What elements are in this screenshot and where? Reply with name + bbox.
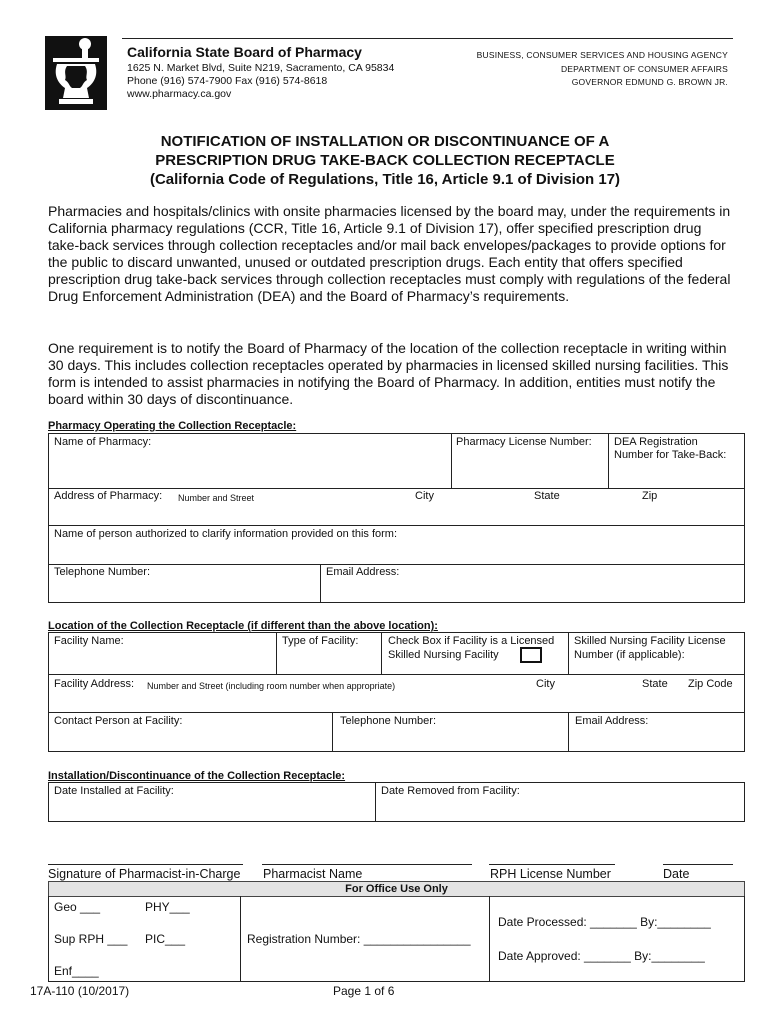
- type-of-facility-field[interactable]: Type of Facility:: [282, 635, 359, 647]
- pharmacy-address-field[interactable]: Address of Pharmacy:: [54, 490, 163, 502]
- number-street-room-hint: Number and Street (including room number when appropriate): [147, 681, 396, 691]
- divider: [48, 488, 745, 489]
- intro-paragraph-1: Pharmacies and hospitals/clinics with onsite pharmacies licensed by the board may, under the requirements in California pharmacy regulations (CCR, Title 16, Article 9.1 of Division 17), offer specified prescription drug take-back services through collection receptacles and/or mail back envelopes/packages to provide options for the public to discard unwanted, unused or outdated prescription drugs. Each entity that offers specified prescription drug take-back services through collection receptacles must comply with regulations of the federal Drug Enforcement Administration (DEA) and the Board of Pharmacy’s requirements.: [48, 203, 731, 304]
- board-phone-fax: Phone (916) 574-7900 Fax (916) 574-8618: [127, 75, 328, 87]
- dea-registration-label: DEA Registration: [614, 436, 698, 448]
- phy-field[interactable]: PHY___: [145, 900, 190, 914]
- date-removed-field[interactable]: Date Removed from Facility:: [381, 785, 520, 797]
- zip-label: Zip: [642, 490, 658, 502]
- divider: [332, 712, 333, 752]
- facility-name-field[interactable]: Facility Name:: [54, 635, 124, 647]
- form-number: 17A-110 (10/2017): [30, 984, 130, 998]
- date-line[interactable]: [663, 864, 733, 865]
- divider: [320, 564, 321, 603]
- office-use-header: For Office Use Only: [48, 881, 745, 897]
- form-title-line1: NOTIFICATION OF INSTALLATION OR DISCONTINUANCE OF A: [160, 133, 610, 150]
- rph-license-label: RPH License Number: [490, 867, 611, 881]
- name-of-pharmacy-field[interactable]: Name of Pharmacy:: [54, 436, 152, 448]
- authorized-person-field[interactable]: Name of person authorized to clarify information provided on this form:: [54, 528, 397, 540]
- page-number: Page 1 of 6: [333, 984, 395, 998]
- divider: [276, 632, 277, 674]
- facility-state-label: State: [642, 678, 668, 690]
- section-installation-heading: Installation/Discontinuance of the Collection Receptacle:: [48, 770, 346, 782]
- snf-checkbox[interactable]: [520, 647, 542, 663]
- city-label: City: [415, 490, 434, 502]
- divider: [608, 433, 609, 489]
- email-field[interactable]: Email Address:: [326, 566, 400, 578]
- department-name: DEPARTMENT OF CONSUMER AFFAIRS: [560, 64, 728, 74]
- pic-signature-label: Signature of Pharmacist-in-Charge: [48, 867, 241, 881]
- date-installed-field[interactable]: Date Installed at Facility:: [54, 785, 174, 797]
- form-title-line3: (California Code of Regulations, Title 16, Article 9.1 of Division 17): [149, 171, 621, 188]
- agency-name: BUSINESS, CONSUMER SERVICES AND HOUSING AGENCY: [476, 50, 728, 60]
- divider: [489, 896, 490, 982]
- number-street-hint: Number and Street: [178, 493, 255, 503]
- divider: [568, 632, 569, 674]
- date-processed-field[interactable]: Date Processed: _______ By:________: [498, 915, 711, 929]
- facility-email-field[interactable]: Email Address:: [575, 715, 649, 727]
- facility-address-field[interactable]: Facility Address:: [54, 678, 135, 690]
- contact-person-field[interactable]: Contact Person at Facility:: [54, 715, 183, 727]
- board-address: 1625 N. Market Blvd, Suite N219, Sacramento, CA 95834: [127, 62, 395, 74]
- geo-field[interactable]: Geo ___: [54, 900, 101, 914]
- state-label: State: [534, 490, 560, 502]
- snf-checkbox-label-2: Skilled Nursing Facility: [388, 649, 499, 661]
- pic-field[interactable]: PIC___: [145, 932, 186, 946]
- divider: [48, 564, 745, 565]
- date-label: Date: [663, 867, 690, 881]
- section-location-heading: Location of the Collection Receptacle (if different than the above location):: [48, 620, 438, 632]
- divider: [48, 712, 745, 713]
- divider: [381, 632, 382, 674]
- date-approved-field[interactable]: Date Approved: _______ By:________: [498, 949, 705, 963]
- governor-name: GOVERNOR EDMUND G. BROWN JR.: [571, 77, 728, 87]
- board-website[interactable]: www.pharmacy.ca.gov: [127, 88, 232, 100]
- pharmacy-license-field[interactable]: Pharmacy License Number:: [456, 436, 592, 448]
- board-name: California State Board of Pharmacy: [127, 44, 362, 60]
- divider: [375, 782, 376, 822]
- facility-city-label: City: [536, 678, 555, 690]
- enf-field[interactable]: Enf____: [54, 964, 99, 978]
- pic-signature-line[interactable]: [48, 864, 243, 865]
- facility-zip-label: Zip Code: [688, 678, 733, 690]
- pharmacist-name-label: Pharmacist Name: [263, 867, 363, 881]
- registration-number-field[interactable]: Registration Number: ________________: [247, 932, 471, 946]
- pharmacy-board-logo: [45, 36, 107, 110]
- header-rule: [122, 38, 733, 39]
- pharmacist-name-line[interactable]: [262, 864, 472, 865]
- sup-rph-field[interactable]: Sup RPH ___: [54, 932, 128, 946]
- dea-take-back-field[interactable]: Number for Take-Back:: [614, 449, 727, 461]
- section-pharmacy-heading: Pharmacy Operating the Collection Receptacle:: [48, 420, 297, 432]
- divider: [568, 712, 569, 752]
- snf-license-field[interactable]: Number (if applicable):: [574, 649, 685, 661]
- divider: [240, 896, 241, 982]
- intro-paragraph-2: One requirement is to notify the Board of Pharmacy of the location of the collection receptacle in writing within 30 days. This includes collection receptacles operated by pharmacies in licensed skilled nursing facilities. This form is intended to assist pharmacies in notifying the Board of Pharmacy. In addition, entities must notify the board within 30 days of discontinuance.: [48, 340, 729, 407]
- facility-telephone-field[interactable]: Telephone Number:: [340, 715, 437, 727]
- snf-checkbox-label: Check Box if Facility is a Licensed: [388, 635, 555, 647]
- divider: [48, 674, 745, 675]
- snf-license-label: Skilled Nursing Facility License: [574, 635, 726, 647]
- rph-license-line[interactable]: [489, 864, 615, 865]
- telephone-field[interactable]: Telephone Number:: [54, 566, 151, 578]
- divider: [451, 433, 452, 489]
- form-title-line2: PRESCRIPTION DRUG TAKE-BACK COLLECTION RECEPTACLE: [155, 152, 615, 169]
- divider: [48, 525, 745, 526]
